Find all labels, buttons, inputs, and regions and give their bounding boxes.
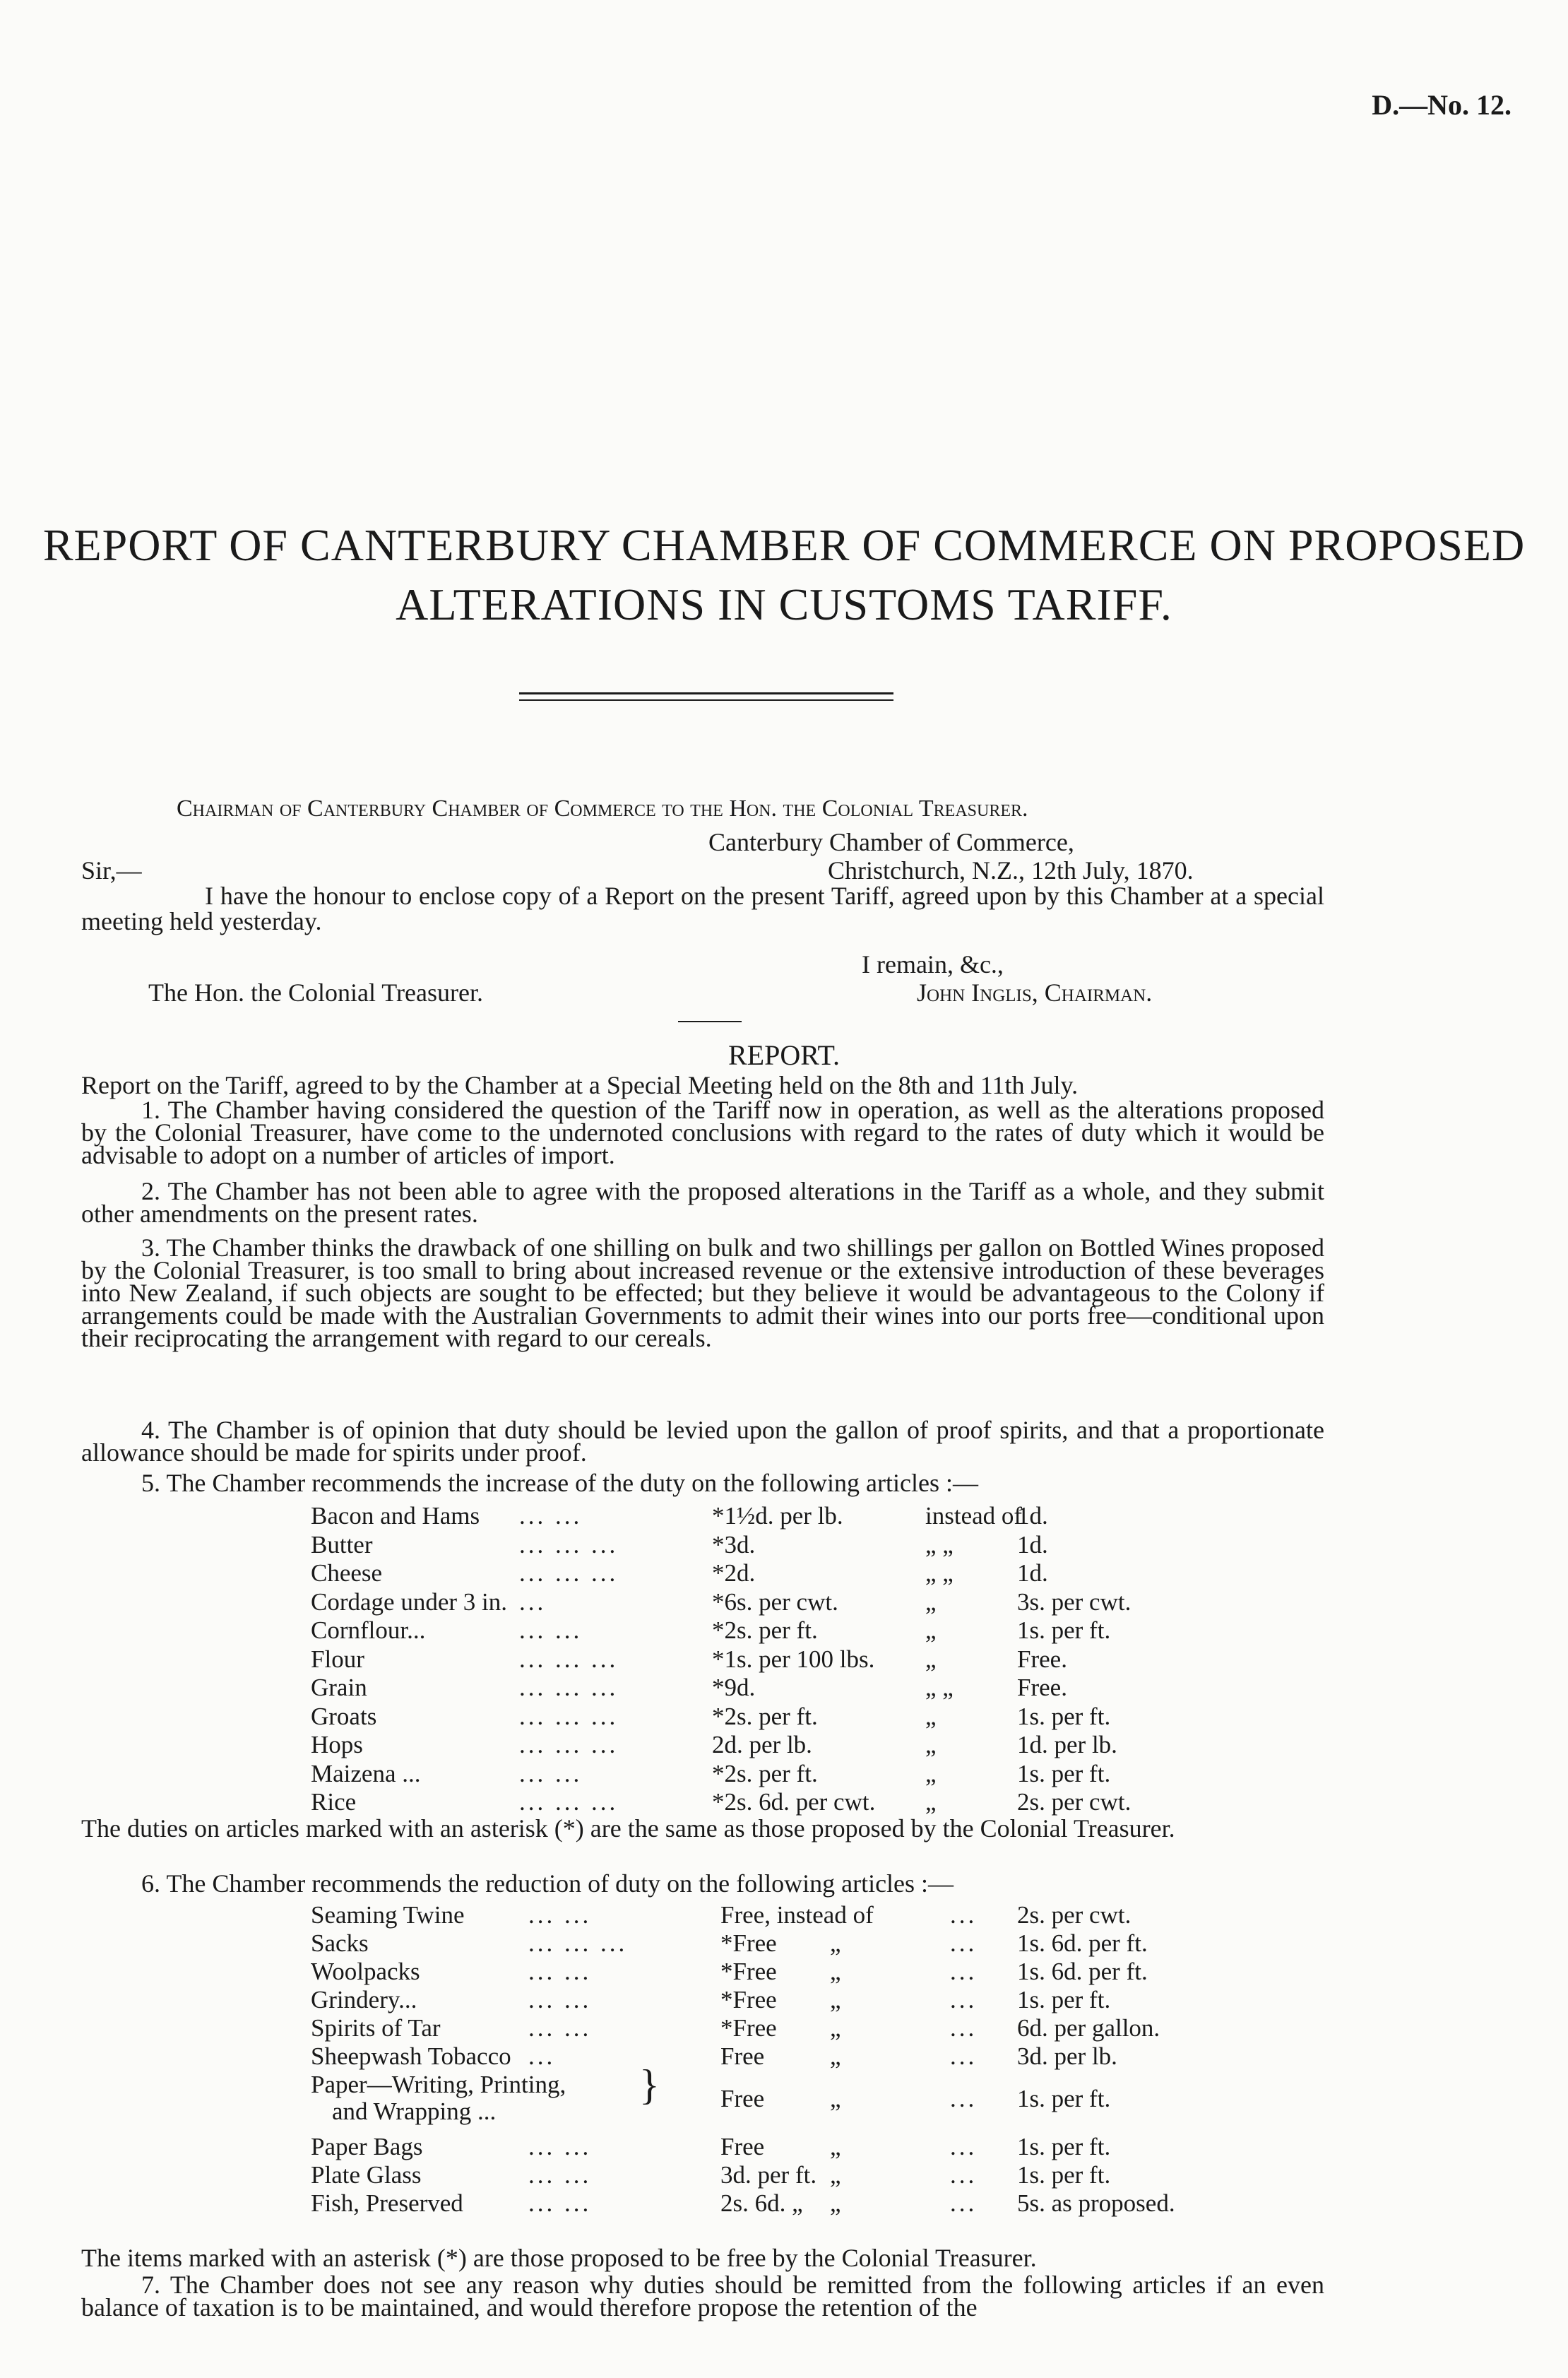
document-title <box>0 516 1568 634</box>
report-paragraph-6: 6. The Chamber recommends the reduction of duty on the following articles :— <box>141 1869 954 1898</box>
leader-dots: ... ... <box>528 2161 592 2189</box>
separator: „ <box>925 1731 937 1758</box>
article-name: Bacon and Hams <box>311 1502 480 1530</box>
leader-dots: ... <box>950 2133 978 2160</box>
letter-body: I have the honour to enclose copy of a Report on the present Tariff, agreed upon by this Chamber at a special meeting held yesterday. <box>81 882 1324 935</box>
current-duty: Free. <box>1017 1674 1067 1701</box>
proposed-duty: Free <box>720 2085 765 2112</box>
report-note-2: The items marked with an asterisk (*) are those proposed to be free by the Colonial Treasurer. <box>81 2244 1037 2272</box>
title-line-1: REPORT OF CANTERBURY CHAMBER OF COMMERCE ON PROPOSED <box>42 520 1526 570</box>
current-duty: 1d. per lb. <box>1017 1731 1117 1758</box>
separator: „ <box>925 1645 937 1673</box>
letter-closing: I remain, &c., <box>862 950 1004 978</box>
current-duty: 1d. <box>1017 1559 1048 1587</box>
current-duty: 1s. per ft. <box>1017 1616 1111 1644</box>
current-duty: 1s. per ft. <box>1017 1703 1111 1730</box>
leader-dots: ... ... ... <box>519 1559 619 1587</box>
leader-dots: ... ... ... <box>519 1731 619 1758</box>
current-duty: Free. <box>1017 1645 1067 1673</box>
article-name: Groats <box>311 1703 377 1730</box>
leader-dots: ... <box>950 2014 978 2042</box>
leader-dots: ... ... ... <box>519 1645 619 1673</box>
current-duty: 1s. per ft. <box>1017 1986 1111 2013</box>
leader-dots: ... ... <box>528 2014 592 2042</box>
letter-address-line-1: Canterbury Chamber of Commerce, <box>708 828 1074 856</box>
article-name: Grain <box>311 1674 367 1701</box>
letter-recipient: The Hon. the Colonial Treasurer. <box>148 978 483 1007</box>
leader-dots: ... <box>950 2085 978 2112</box>
proposed-duty: *1½d. per lb. <box>712 1502 843 1530</box>
separator: instead of <box>925 1502 1023 1530</box>
article-name: Spirits of Tar <box>311 2014 441 2042</box>
leader-dots: ... <box>519 1588 547 1616</box>
separator: „ <box>830 1958 841 1985</box>
current-duty: 3s. per cwt. <box>1017 1588 1132 1616</box>
article-name: Paper—Writing, Printing, <box>311 2071 566 2098</box>
leader-dots: ... <box>950 2042 978 2070</box>
leader-dots: ... ... <box>528 1901 592 1929</box>
proposed-duty: *6s. per cwt. <box>712 1588 838 1616</box>
current-duty: 2s. per cwt. <box>1017 1788 1132 1816</box>
leader-dots: ... <box>528 2042 556 2070</box>
report-paragraph-3: 3. The Chamber thinks the drawback of one shilling on bulk and two shillings per gallon on Bottled Wines proposed by the Colonial Treasurer, is too small to bring about increased revenue or the extensive introduction of these beverages into New Zealand, if such objects are sought to be effected; but they believe it would be advantageous to the Colony if arrangements could be made with the Australian Governments to admit their wines into our ports free—conditional upon their reciprocating the arrangement with regard to our cereals. <box>81 1234 1324 1352</box>
letter-addressed: Chairman of Canterbury Chamber of Commerce to the Hon. the Colonial Treasurer. <box>177 795 1028 822</box>
proposed-duty: *Free <box>720 1986 777 2013</box>
separator: „ „ <box>925 1531 954 1558</box>
letter-salutation: Sir,— <box>81 856 142 885</box>
separator: „ <box>925 1616 937 1644</box>
report-paragraph-7: 7. The Chamber does not see any reason why duties should be remitted from the following articles if an even balance of taxation is to be maintained, and would therefore propose the retention of the <box>81 2271 1324 2321</box>
leader-dots: ... ... ... <box>528 1929 628 1957</box>
proposed-duty: *2s. 6d. per cwt. <box>712 1788 876 1816</box>
current-duty: 1s. per ft. <box>1017 2085 1111 2112</box>
separator: „ <box>830 1929 841 1957</box>
leader-dots: ... <box>950 1986 978 2013</box>
leader-dots: ... <box>950 1929 978 1957</box>
proposed-duty: *Free <box>720 1929 777 1957</box>
leader-dots: ... ... <box>519 1760 583 1787</box>
leader-dots: ... ... <box>528 1986 592 2013</box>
proposed-duty: *Free <box>720 1958 777 1985</box>
letter-divider <box>678 1021 742 1022</box>
article-name: Sheepwash Tobacco <box>311 2042 511 2070</box>
proposed-duty: *2d. <box>712 1559 756 1587</box>
leader-dots: ... ... ... <box>519 1788 619 1816</box>
current-duty: 1s. 6d. per ft. <box>1017 1958 1148 1985</box>
leader-dots: ... <box>950 1901 978 1929</box>
article-name: Sacks <box>311 1929 369 1957</box>
leader-dots: ... ... <box>519 1502 583 1530</box>
title-divider-bottom <box>519 699 893 701</box>
article-name: Flour <box>311 1645 364 1673</box>
separator: „ <box>830 2189 841 2217</box>
article-name: Cornflour... <box>311 1616 426 1644</box>
current-duty: 1s. per ft. <box>1017 2133 1111 2160</box>
separator: „ <box>830 1986 841 2013</box>
article-name: Butter <box>311 1531 373 1558</box>
report-paragraph-1: 1. The Chamber having considered the question of the Tariff now in operation, as well as the alterations proposed by the Colonial Treasurer, have come to the undernoted conclusions with regard to the rates of duty which it would be advisable to adopt on a number of articles of import. <box>81 1096 1324 1169</box>
proposed-duty: *2s. per ft. <box>712 1703 818 1730</box>
leader-dots: ... <box>950 1958 978 1985</box>
current-duty: 1d. <box>1017 1502 1048 1530</box>
report-note-1: The duties on articles marked with an asterisk (*) are the same as those proposed by the Colonial Treasurer. <box>81 1814 1175 1842</box>
title-divider-top <box>519 692 893 694</box>
proposed-duty: Free <box>720 2042 765 2070</box>
proposed-duty: *1s. per 100 lbs. <box>712 1645 875 1673</box>
article-name: Hops <box>311 1731 363 1758</box>
article-name: Plate Glass <box>311 2161 422 2189</box>
separator: „ <box>830 2085 841 2112</box>
proposed-duty: 2d. per lb. <box>712 1731 812 1758</box>
separator: „ „ <box>925 1674 954 1701</box>
leader-dots: ... <box>950 2189 978 2217</box>
separator: „ <box>830 2161 841 2189</box>
leader-dots: ... ... <box>528 2189 592 2217</box>
letter-address-line-2: Christchurch, N.Z., 12th July, 1870. <box>828 856 1194 885</box>
proposed-duty: *2s. per ft. <box>712 1760 818 1787</box>
separator: „ <box>925 1703 937 1730</box>
separator: „ <box>925 1760 937 1787</box>
report-paragraph-5: 5. The Chamber recommends the increase of the duty on the following articles :— <box>141 1469 978 1497</box>
current-duty: 3d. per lb. <box>1017 2042 1117 2070</box>
separator: „ <box>830 2133 841 2160</box>
title-line-2: ALTERATIONS IN CUSTOMS TARIFF. <box>396 579 1172 629</box>
article-name: Woolpacks <box>311 1958 420 1985</box>
leader-dots: ... ... <box>528 1958 592 1985</box>
leader-dots: ... ... ... <box>519 1531 619 1558</box>
current-duty: 2s. per cwt. <box>1017 1901 1132 1929</box>
current-duty: 5s. as proposed. <box>1017 2189 1175 2217</box>
article-name: Rice <box>311 1788 357 1816</box>
proposed-duty: 3d. per ft. <box>720 2161 817 2189</box>
report-heading: REPORT. <box>728 1039 840 1071</box>
proposed-duty: *2s. per ft. <box>712 1616 818 1644</box>
separator: „ <box>830 2014 841 2042</box>
article-name: Maizena ... <box>311 1760 421 1787</box>
separator: „ <box>925 1788 937 1816</box>
article-name: Seaming Twine <box>311 1901 465 1929</box>
article-name: Grindery... <box>311 1986 417 2013</box>
current-duty: 1s. 6d. per ft. <box>1017 1929 1148 1957</box>
proposed-duty: *Free <box>720 2014 777 2042</box>
article-name: Cordage under 3 in. <box>311 1588 507 1616</box>
proposed-duty: Free <box>720 2133 765 2160</box>
article-name: Fish, Preserved <box>311 2189 463 2217</box>
proposed-duty: 2s. 6d. „ <box>720 2189 803 2217</box>
article-name: Paper Bags <box>311 2133 423 2160</box>
brace-icon: } <box>639 2061 660 2108</box>
leader-dots: ... ... <box>528 2133 592 2160</box>
article-name-continued: and Wrapping ... <box>332 2098 497 2125</box>
leader-dots: ... ... <box>519 1616 583 1644</box>
current-duty: 1d. <box>1017 1531 1048 1558</box>
letter-signature: John Inglis, Chairman. <box>917 978 1153 1007</box>
separator: „ <box>830 2042 841 2070</box>
current-duty: 1s. per ft. <box>1017 2161 1111 2189</box>
leader-dots: ... ... ... <box>519 1674 619 1701</box>
report-paragraph-2: 2. The Chamber has not been able to agree with the proposed alterations in the Tariff as a whole, and they submit other amendments on the present rates. <box>81 1177 1324 1228</box>
leader-dots: ... <box>950 2161 978 2189</box>
report-paragraph-4: 4. The Chamber is of opinion that duty should be levied upon the gallon of proof spirits, and that a proportionate allowance should be made for spirits under proof. <box>81 1416 1324 1467</box>
separator: „ „ <box>925 1559 954 1587</box>
proposed-duty: Free, instead of <box>720 1901 874 1929</box>
current-duty: 6d. per gallon. <box>1017 2014 1160 2042</box>
report-intro: Report on the Tariff, agreed to by the Chamber at a Special Meeting held on the 8th and 11th July. <box>81 1071 1079 1099</box>
current-duty: 1s. per ft. <box>1017 1760 1111 1787</box>
proposed-duty: *3d. <box>712 1531 756 1558</box>
separator: „ <box>925 1588 937 1616</box>
leader-dots: ... ... ... <box>519 1703 619 1730</box>
document-reference: D.—No. 12. <box>1372 89 1511 121</box>
proposed-duty: *9d. <box>712 1674 756 1701</box>
article-name: Cheese <box>311 1559 383 1587</box>
